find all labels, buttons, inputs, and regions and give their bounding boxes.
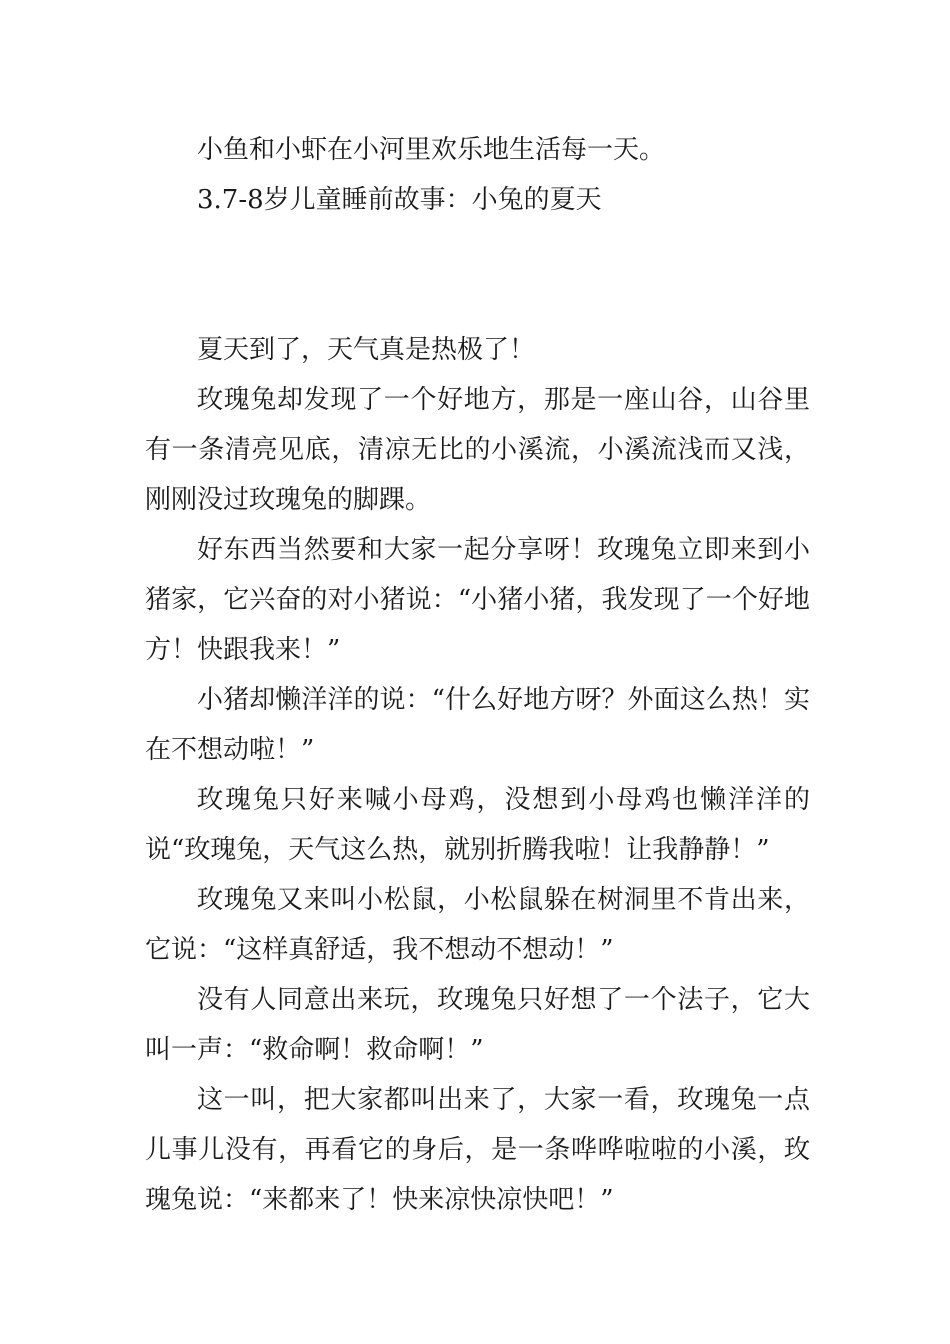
paragraph-1: 夏天到了，天气真是热极了！ — [197, 335, 536, 365]
paragraph-7: 没有人同意出来玩，玫瑰兔只好想了一个法子，它大叫一声：“救命啊！救命啊！” — [145, 985, 810, 1065]
paragraph-closing-line: 小鱼和小虾在小河里欢乐地生活每一天。 — [197, 135, 666, 165]
paragraph-3: 好东西当然要和大家一起分享呀！玫瑰兔立即来到小猪家，它兴奋的对小猪说：“小猪小猪，我发现了一个好地方！快跟我来！” — [145, 535, 810, 665]
paragraph-5: 玫瑰兔只好来喊小母鸡，没想到小母鸡也懒洋洋的说“玫瑰兔，天气这么热，就别折腾我啦！让我静静！” — [145, 785, 810, 865]
paragraph-6: 玫瑰兔又来叫小松鼠，小松鼠躲在树洞里不肯出来，它说：“这样真舒适，我不想动不想动！” — [145, 885, 810, 965]
story-title: 3.7-8岁儿童睡前故事：小兔的夏天 — [197, 185, 602, 215]
paragraph-4: 小猪却懒洋洋的说：“什么好地方呀？外面这么热！实在不想动啦！” — [145, 685, 810, 765]
paragraph-2: 玫瑰兔却发现了一个好地方，那是一座山谷，山谷里有一条清亮见底，清凉无比的小溪流，小溪流浅而又浅，刚刚没过玫瑰兔的脚踝。 — [145, 385, 810, 515]
paragraph-8: 这一叫，把大家都叫出来了，大家一看，玫瑰兔一点儿事儿没有，再看它的身后，是一条哗哗啦啦的小溪，玫瑰兔说：“来都来了！快来凉快凉快吧！” — [145, 1085, 810, 1215]
